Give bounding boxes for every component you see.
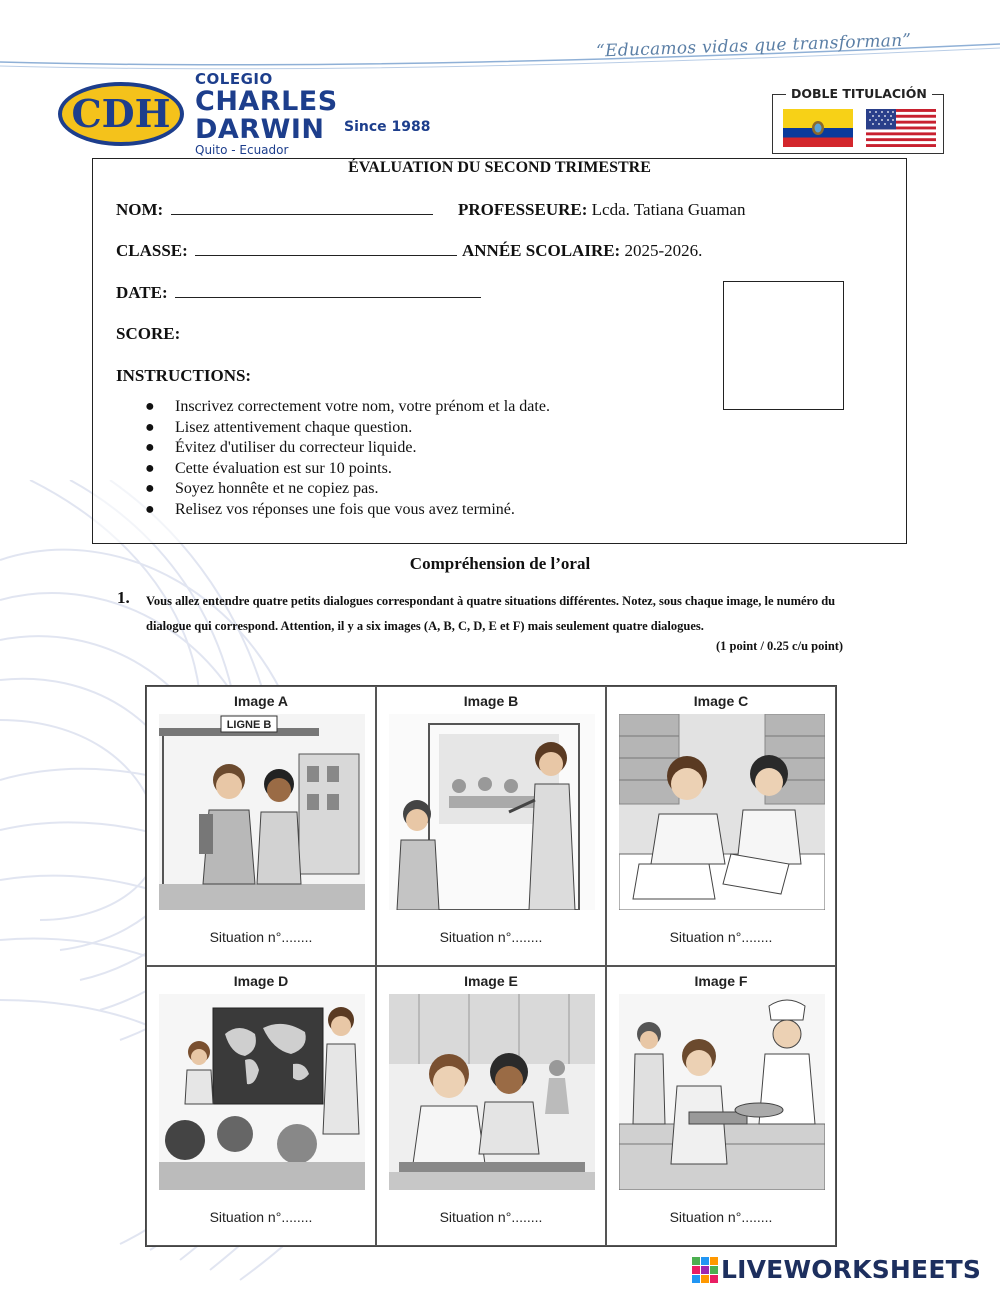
section-title: Compréhension de l’oral (409, 554, 591, 573)
image-cell-c (606, 686, 836, 966)
image-cell-f (606, 966, 836, 1246)
evaluation-title: ÉVALUATION DU SECOND TRIMESTRE (348, 159, 651, 176)
image-title: Image B (463, 693, 519, 709)
instructions-list (145, 397, 550, 520)
brand-top: COLEGIO (195, 70, 273, 88)
instructions-heading (116, 366, 251, 386)
instruction-text: Lisez attentivement chaque question. (175, 418, 413, 436)
image-cell-b (376, 686, 606, 966)
library-illustration (619, 714, 825, 910)
ecuador-flag-icon (783, 109, 853, 147)
classroom-door-illustration (389, 714, 595, 910)
instructions-label: INSTRUCTIONS: (116, 366, 252, 385)
slogan: “Educamos vidas que transforman” (595, 30, 912, 62)
list-item (145, 500, 550, 521)
liveworksheets-text: LIVEWORKSHEETS (721, 1255, 982, 1284)
list-item (145, 438, 550, 459)
bullet-icon: ● (145, 439, 155, 456)
class-label: CLASSE: (116, 241, 188, 260)
name-label: NOM: (116, 200, 164, 219)
liveworksheets-icon (692, 1257, 718, 1283)
image-cell-d (146, 966, 376, 1246)
usa-flag-icon (866, 109, 936, 147)
brand-line1: CHARLES (195, 86, 338, 117)
year-value: 2025-2026. (624, 241, 703, 260)
class-field[interactable] (195, 242, 457, 256)
situation-label[interactable]: Situation n°........ (669, 929, 773, 945)
image-cell-e (376, 966, 606, 1246)
brand-line2: DARWIN (195, 114, 325, 145)
question-text: Vous allez entendre quatre petits dialogues correspondant à quatre situations différentes. Notez, sous chaque image, le numéro du dialogue qui correspond. Attention, il y a six images (A, B, C, D, E et F) mais seulement quatre dialogues. (146, 594, 836, 633)
image-cell-a (146, 686, 376, 966)
brand-city: Quito - Ecuador (195, 143, 289, 157)
name-row (116, 200, 433, 220)
situation-label[interactable]: Situation n°........ (439, 929, 543, 945)
image-title: Image C (693, 693, 749, 709)
situation-label[interactable]: Situation n°........ (209, 1209, 313, 1225)
dual-degree-label: DOBLE TITULACIÓN (786, 86, 932, 101)
score-row (116, 324, 180, 344)
school-brand (195, 72, 338, 156)
school-logo-icon (56, 80, 186, 148)
question-points: (1 point / 0.25 c/u point) (716, 639, 844, 653)
image-title: Image D (233, 973, 289, 989)
date-label: DATE: (116, 283, 168, 302)
teacher-label: PROFESSEURE: (458, 200, 588, 219)
logo-monogram: CDH (71, 91, 171, 136)
name-field[interactable] (171, 201, 433, 215)
bullet-icon: ● (145, 480, 155, 497)
situation-label[interactable]: Situation n°........ (209, 929, 313, 945)
instruction-text: Soyez honnête et ne copiez pas. (175, 480, 379, 497)
list-item (145, 418, 550, 439)
geography-class-illustration (159, 994, 365, 1190)
date-row (116, 283, 481, 303)
bullet-icon: ● (145, 459, 155, 477)
instruction-text: Cette évaluation est sur 10 points. (175, 459, 392, 477)
cafeteria-illustration (619, 994, 825, 1190)
situation-label[interactable]: Situation n°........ (669, 1209, 773, 1225)
list-item (145, 459, 550, 480)
playground-illustration (389, 994, 595, 1190)
class-row (116, 241, 457, 261)
image-title: Image F (694, 973, 748, 989)
bus-stop-illustration (159, 714, 365, 910)
teacher-value: Lcda. Tatiana Guaman (591, 200, 746, 219)
question-number: 1. (117, 588, 130, 607)
bullet-icon: ● (145, 418, 155, 436)
score-box[interactable] (723, 281, 844, 410)
year-row (462, 241, 702, 261)
teacher-row (458, 200, 745, 220)
since-label: Since 1988 (344, 119, 431, 135)
image-grid (145, 685, 837, 1247)
list-item (145, 479, 550, 500)
instruction-text: Évitez d'utiliser du correcteur liquide. (175, 439, 417, 456)
bullet-icon: ● (145, 500, 155, 518)
image-title: Image E (464, 973, 518, 989)
list-item (145, 397, 550, 418)
year-label: ANNÉE SCOLAIRE: (462, 241, 621, 260)
bus-line-sign: LIGNE B (226, 719, 272, 731)
score-label: SCORE: (116, 324, 181, 343)
liveworksheets-logo[interactable] (692, 1255, 981, 1284)
image-title: Image A (234, 693, 288, 709)
situation-label[interactable]: Situation n°........ (439, 1209, 543, 1225)
instruction-text: Inscrivez correctement votre nom, votre prénom et la date. (175, 398, 550, 415)
date-field[interactable] (175, 284, 481, 298)
bullet-icon: ● (145, 398, 155, 415)
instruction-text: Relisez vos réponses une fois que vous avez terminé. (175, 500, 515, 518)
